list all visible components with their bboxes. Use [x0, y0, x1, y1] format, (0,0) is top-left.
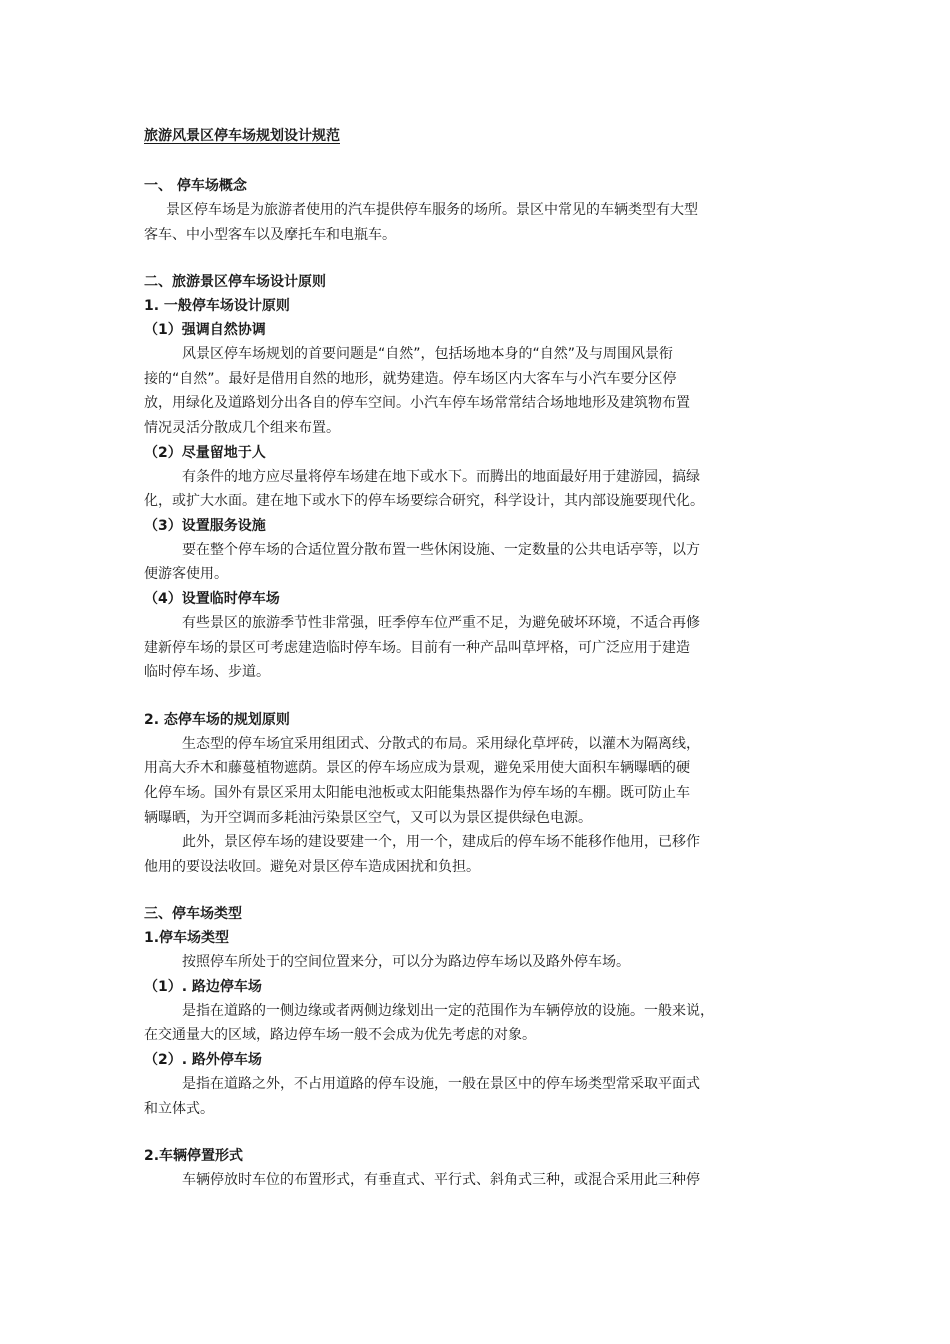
section-1-paragraph — [144, 198, 820, 247]
text-line: 化，或扩大水面。建在地下或水下的停车场要综合研究，科学设计，其内部设施要现代化。 — [144, 493, 704, 510]
text-line: 车辆停放时车位的布置形式，有垂直式、平行式、斜角式三种，或混合采用此三种停 — [182, 1172, 700, 1189]
text-line: 按照停车所处于的空间位置来分，可以分为路边停车场以及路外停车场。 — [182, 954, 630, 971]
section-2-heading: 二、旅游景区停车场设计原则 — [144, 274, 326, 291]
text-line: 有些景区的旅游季节性非常强，旺季停车位严重不足，为避免破坏环境，不适合再修 — [182, 614, 700, 631]
item-heading: （2）. 路外停车场 — [144, 1052, 262, 1069]
subsection-3-2-heading: 2.车辆停置形式 — [144, 1148, 244, 1165]
item-paragraph — [144, 342, 820, 440]
item-paragraph — [144, 611, 820, 685]
text-line: 是指在道路的一侧边缘或者两侧边缘划出一定的范围作为车辆停放的设施。一般来说， — [182, 1002, 714, 1019]
text-line: 他用的要设法收回。避免对景区停车造成困扰和负担。 — [144, 858, 480, 875]
eco-paragraph-2 — [144, 830, 820, 879]
text-line: 风景区停车场规划的首要问题是“自然”，包括场地本身的“自然”及与周围风景衔 — [182, 346, 674, 363]
document-title: 旅游风景区停车场规划设计规范 — [144, 128, 340, 144]
document-page — [144, 124, 820, 1193]
text-line: 生态型的停车场宜采用组团式、分散式的布局。采用绿化草坪砖，以灌木为隔离线， — [182, 735, 700, 752]
subsection-2-2-heading: 2. 态停车场的规划原则 — [144, 711, 290, 728]
text-line: 便游客使用。 — [144, 566, 228, 583]
item-heading: （1）强调自然协调 — [144, 322, 266, 339]
text-line: 化停车场。国外有景区采用太阳能电池板或太阳能集热器作为停车场的车棚。既可防止车 — [144, 784, 690, 801]
text-line: 辆曝晒，为开空调而多耗油污染景区空气，又可以为景区提供绿色电源。 — [144, 809, 592, 826]
text-line: 接的“自然”。最好是借用自然的地形，就势建造。停车场区内大客车与小汽车要分区停 — [144, 370, 677, 387]
subsection-3-1-heading: 1.停车场类型 — [144, 930, 230, 947]
section-1-heading: 一、 停车场概念 — [144, 178, 247, 194]
item-heading: （1）. 路边停车场 — [144, 978, 262, 995]
item-paragraph — [144, 538, 820, 587]
text-line: 放，用绿化及道路划分出各自的停车空间。小汽车停车场常常结合场地地形及建筑物布置 — [144, 395, 690, 412]
text-line: 和立体式。 — [144, 1100, 214, 1117]
item-heading: （3）设置服务设施 — [144, 517, 266, 534]
last-paragraph — [144, 1168, 820, 1193]
item-paragraph — [144, 465, 820, 514]
item-paragraph — [144, 999, 820, 1048]
item-heading: （4）设置临时停车场 — [144, 590, 280, 607]
eco-paragraph-1 — [144, 732, 820, 830]
text-line: 要在整个停车场的合适位置分散布置一些休闲设施、一定数量的公共电话亭等，以方 — [182, 541, 700, 558]
text-line: 建新停车场的景区可考虑建造临时停车场。目前有一种产品叫草坪格，可广泛应用于建造 — [144, 639, 690, 656]
item-paragraph — [144, 1072, 820, 1121]
text-line: 是指在道路之外，不占用道路的停车设施，一般在景区中的停车场类型常采取平面式 — [182, 1076, 700, 1093]
text-line: 此外，景区停车场的建设要建一个，用一个，建成后的停车场不能移作他用，已移作 — [182, 834, 700, 851]
text-line: 客车、中小型客车以及摩托车和电瓶车。 — [144, 226, 396, 243]
text-line: 景区停车场是为旅游者使用的汽车提供停车服务的场所。景区中常见的车辆类型有大型 — [166, 202, 698, 218]
text-line: 用高大乔木和藤蔓植物遮荫。景区的停车场应成为景观，避免采用使大面积车辆曝晒的硬 — [144, 760, 690, 777]
text-line: 情况灵活分散成几个组来布置。 — [144, 419, 340, 436]
text-line: 临时停车场、步道。 — [144, 664, 270, 681]
subsection-2-1-heading: 1. 一般停车场设计原则 — [144, 298, 290, 315]
section-3-heading: 三、停车场类型 — [144, 906, 242, 923]
item-heading: （2）尽量留地于人 — [144, 444, 266, 461]
section-3-intro — [144, 950, 820, 975]
text-line: 在交通量大的区域，路边停车场一般不会成为优先考虑的对象。 — [144, 1027, 536, 1044]
text-line: 有条件的地方应尽量将停车场建在地下或水下。而腾出的地面最好用于建游园，搞绿 — [182, 468, 700, 485]
